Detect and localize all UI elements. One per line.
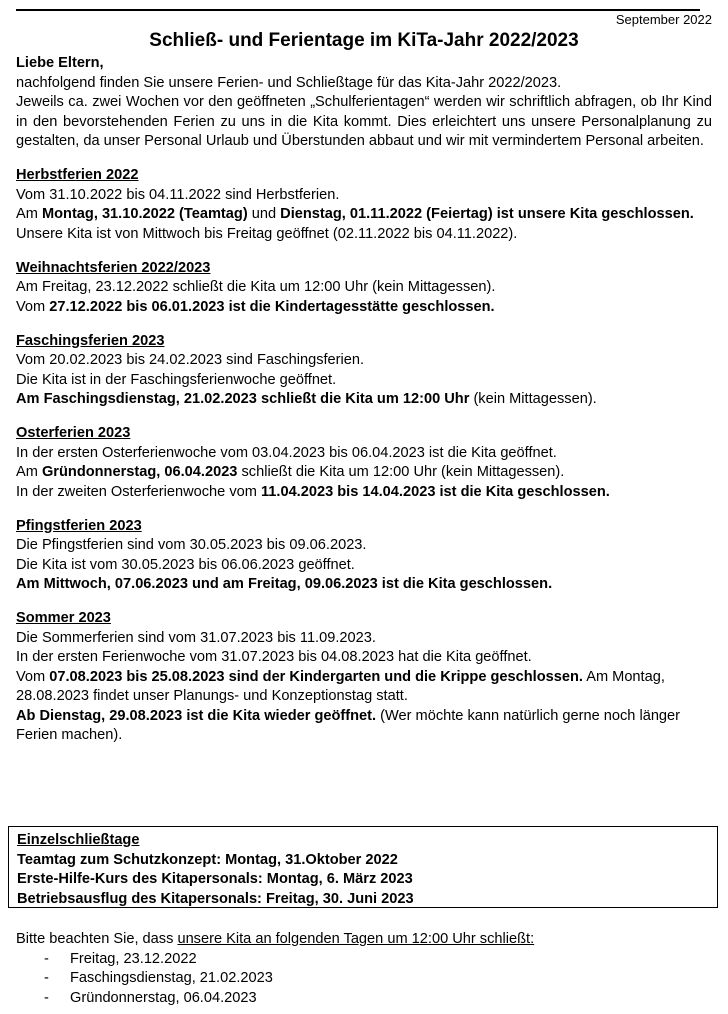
text-span: In der zweiten Osterferienwoche vom	[16, 483, 261, 500]
box-item: Betriebsausflug des Kitapersonals: Freitag, 30. Juni 2023	[17, 890, 414, 907]
einzelschliesstage-box	[8, 826, 718, 908]
section-faschingsferien	[16, 332, 712, 410]
section-line: Am Freitag, 23.12.2022 schließt die Kita um 12:00 Uhr (kein Mittagessen).	[16, 279, 496, 295]
top-rule	[16, 9, 700, 11]
section-line: In der ersten Ferienwoche vom 31.07.2023 bis 04.08.2023 hat die Kita geöffnet.	[16, 649, 532, 665]
document-title: Schließ- und Ferientage im KiTa-Jahr 2022/2023	[149, 30, 579, 51]
box-item: Erste-Hilfe-Kurs des Kitapersonals: Montag, 6. März 2023	[17, 871, 413, 887]
bold-span: Ab Dienstag, 29.08.2023 ist die Kita wieder geöffnet.	[16, 707, 377, 724]
text-span: Bitte beachten Sie, dass	[16, 931, 178, 947]
list-item: - Gründonnerstag, 06.04.2023	[16, 989, 712, 1009]
section-herbstferien	[16, 166, 712, 244]
document-date: September 2022	[615, 12, 712, 27]
list-item: - Faschingsdienstag, 21.02.2023	[16, 969, 712, 989]
section-line	[16, 668, 712, 707]
section-heading: Weihnachtsferien 2022/2023	[16, 259, 211, 276]
section-line	[16, 205, 712, 225]
bold-span: Montag, 31.10.2022 (Teamtag)	[41, 206, 248, 222]
text-span: Vom	[16, 298, 50, 315]
list-item: - Freitag, 23.12.2022	[16, 950, 712, 970]
section-line: Die Kita ist vom 30.05.2023 bis 06.06.2023 geöffnet.	[16, 556, 355, 573]
section-line: Die Pfingstferien sind vom 30.05.2023 bis 09.06.2023.	[16, 537, 367, 553]
closing-notice	[16, 930, 712, 1008]
section-line	[16, 390, 712, 410]
section-line: Die Sommerferien sind vom 31.07.2023 bis 11.09.2023.	[16, 629, 376, 646]
section-line: Die Kita ist in der Faschingsferienwoche geöffnet.	[16, 371, 337, 388]
section-heading: Sommer 2023	[16, 610, 111, 626]
text-span: Vom	[16, 668, 50, 685]
section-heading: Faschingsferien 2023	[16, 332, 165, 349]
text-span: und	[247, 206, 281, 222]
section-line: Vom 31.10.2022 bis 04.11.2022 sind Herbstferien.	[16, 186, 340, 203]
section-weihnachtsferien	[16, 259, 712, 318]
closing-intro	[16, 930, 712, 950]
intro-paragraph: Jeweils ca. zwei Wochen vor den geöffneten „Schulferientagen“ werden wir schriftlich abfragen, ob Ihr Kind in den bevorstehenden Ferien zu uns in die Kita kommt. Dies erleichtert uns unsere Personalplanung zu gestalten, da unser Personal Urlaub und Überstunden abbaut und wir mit vermindertem Personal arbeiten.	[16, 94, 712, 149]
section-line: In der ersten Osterferienwoche vom 03.04.2023 bis 06.04.2023 ist die Kita geöffnet.	[16, 444, 557, 461]
section-line	[16, 483, 712, 503]
text-span: schließt die Kita um 12:00 Uhr (kein Mittagessen).	[237, 464, 565, 480]
bold-span: Gründonnerstag, 06.04.2023	[41, 464, 238, 480]
bold-span: Dienstag, 01.11.2022 (Feiertag) ist unsere Kita geschlossen.	[280, 206, 694, 222]
section-line	[16, 298, 712, 318]
section-sommer	[16, 609, 712, 746]
text-span: (Wer möchte kann natürlich gerne noch länger Ferien machen).	[16, 707, 681, 743]
greeting: Liebe Eltern,	[16, 55, 104, 71]
section-line: Unsere Kita ist von Mittwoch bis Freitag geöffnet (02.11.2022 bis 04.11.2022).	[16, 225, 518, 242]
section-pfingstferien	[16, 517, 712, 595]
text-span: Am Montag, 28.08.2023 findet unser Planungs- und Konzeptionstag statt.	[16, 668, 665, 704]
section-line: Vom 20.02.2023 bis 24.02.2023 sind Faschingsferien.	[16, 352, 365, 368]
bold-span: 11.04.2023 bis 14.04.2023 ist die Kita geschlossen.	[260, 483, 610, 500]
bold-span: 27.12.2022 bis 06.01.2023 ist die Kindertagesstätte geschlossen.	[49, 298, 495, 315]
text-span: Am	[16, 464, 42, 480]
intro-line: nachfolgend finden Sie unsere Ferien- und Schließtage für das Kita-Jahr 2022/2023.	[16, 74, 562, 91]
early-closing-list	[16, 950, 712, 1009]
text-span: Am	[16, 206, 42, 222]
text-span: (kein Mittagessen).	[469, 391, 597, 407]
bold-span: 07.08.2023 bis 25.08.2023 sind der Kindergarten und die Krippe geschlossen.	[49, 668, 583, 685]
underlined-span: unsere Kita an folgenden Tagen um 12:00 Uhr schließt:	[177, 931, 535, 947]
document-body	[16, 54, 712, 746]
section-osterferien	[16, 424, 712, 502]
section-line: Am Mittwoch, 07.06.2023 und am Freitag, 09.06.2023 ist die Kita geschlossen.	[16, 576, 553, 592]
section-heading: Pfingstferien 2023	[16, 517, 142, 534]
section-line	[16, 463, 712, 483]
section-heading: Osterferien 2023	[16, 425, 131, 441]
section-heading: Herbstferien 2022	[16, 167, 139, 183]
section-line	[16, 707, 712, 746]
box-heading: Einzelschließtage	[17, 832, 140, 848]
box-item: Teamtag zum Schutzkonzept: Montag, 31.Oktober 2022	[17, 851, 398, 868]
bold-span: Am Faschingsdienstag, 21.02.2023 schließt die Kita um 12:00 Uhr	[16, 391, 470, 407]
